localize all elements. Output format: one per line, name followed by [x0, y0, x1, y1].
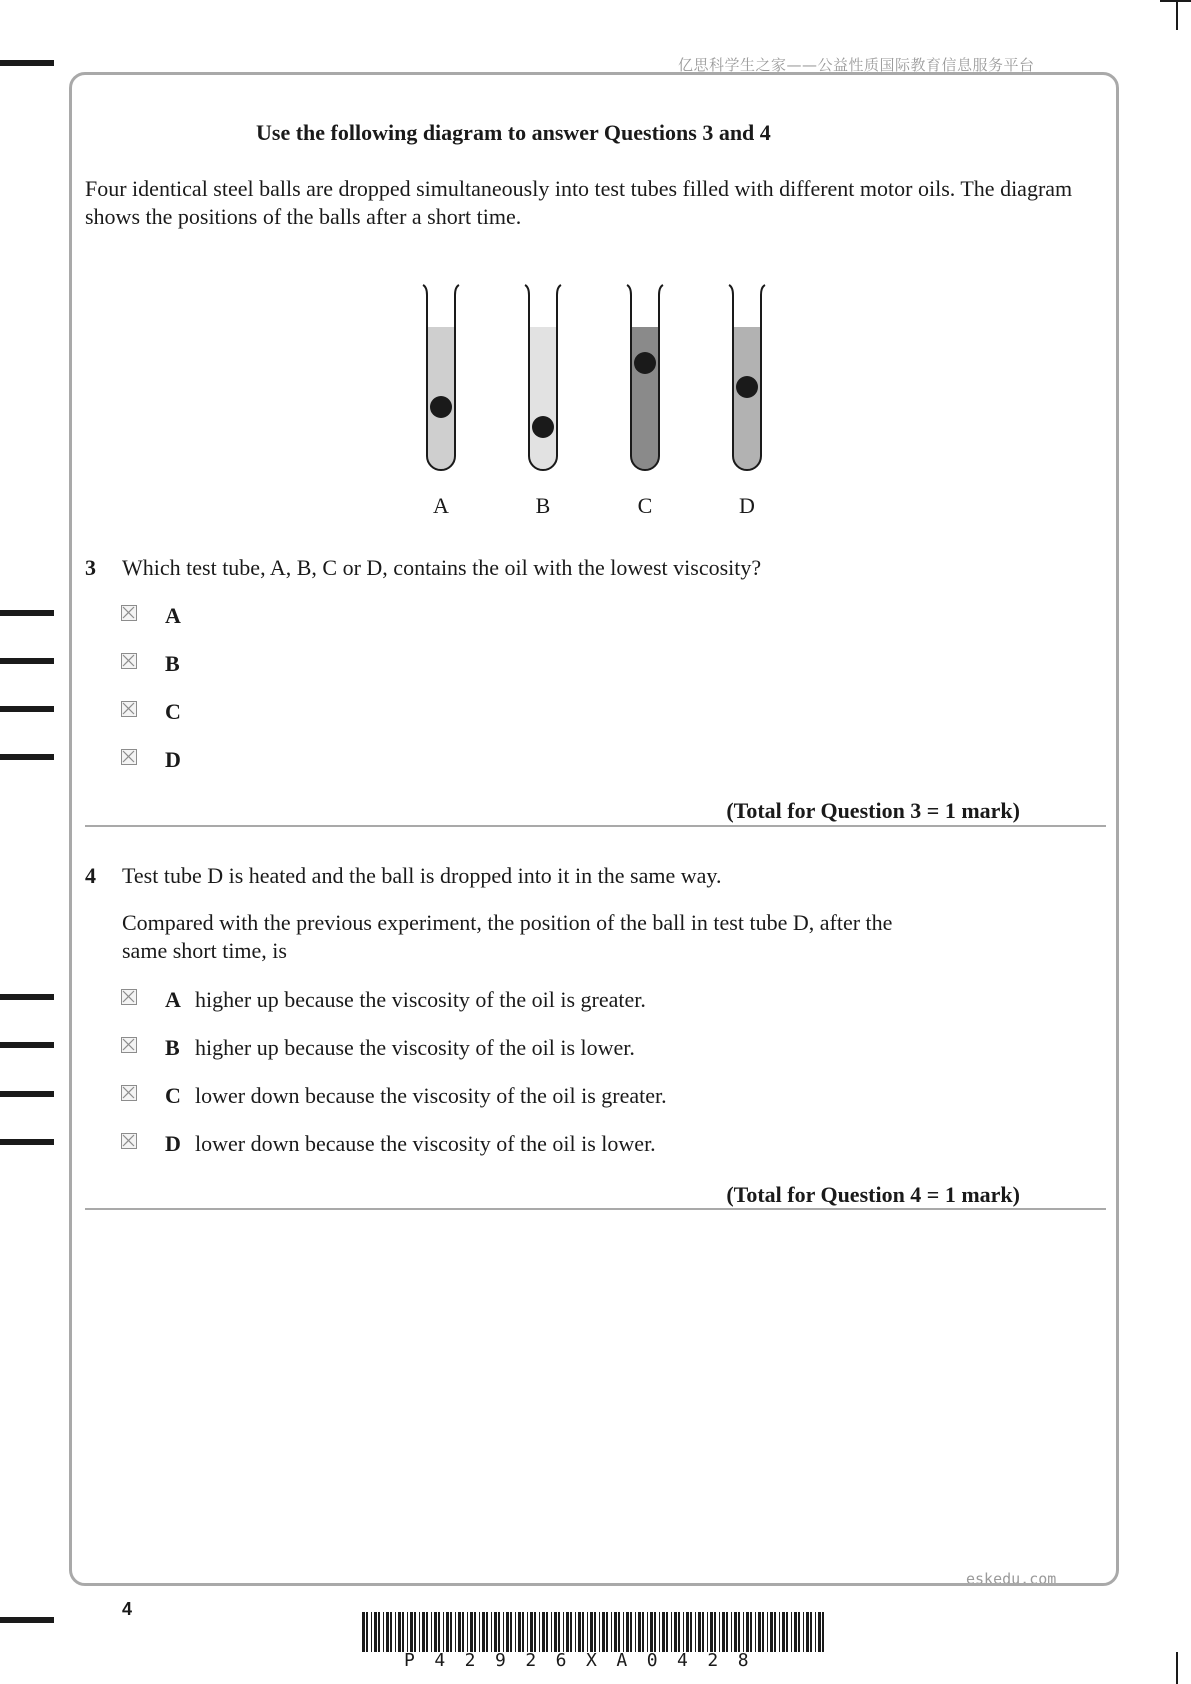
watermark-top: 亿思科学生之家——公益性质国际教育信息服务平台 — [678, 56, 1035, 74]
option-letter: D — [165, 1131, 181, 1156]
option-letter: C — [165, 699, 181, 724]
question-4-stem-line-1: Compared with the previous experiment, the position of the ball in test tube D, after the — [122, 910, 893, 935]
steel-ball — [634, 352, 656, 374]
margin-mark — [0, 706, 54, 712]
section-heading: Use the following diagram to answer Questions 3 and 4 — [256, 120, 771, 145]
intro-paragraph: Four identical steel balls are dropped simultaneously into test tubes filled with different motor oils. The diagram shows the positions of the balls after a short time. — [85, 176, 1073, 229]
barcode — [362, 1612, 828, 1652]
answer-checkbox[interactable] — [121, 605, 137, 621]
question-3-total: (Total for Question 3 = 1 mark) — [726, 798, 1020, 823]
steel-ball — [736, 376, 758, 398]
margin-mark — [0, 994, 54, 1000]
question-3-rule — [85, 825, 1106, 827]
answer-checkbox[interactable] — [121, 1037, 137, 1053]
margin-mark — [0, 658, 54, 664]
margin-mark — [0, 754, 54, 760]
test-tube-b — [525, 285, 561, 518]
question-4-number: 4 — [85, 863, 96, 888]
tube-label: C — [637, 493, 653, 518]
oil-fill — [529, 327, 557, 470]
test-tube-d — [729, 285, 765, 518]
option-letter: B — [165, 1035, 180, 1060]
oil-fill — [631, 327, 659, 470]
margin-mark — [0, 1617, 54, 1623]
margin-mark — [0, 60, 54, 66]
option-text: higher up because the viscosity of the oil is lower. — [195, 1035, 635, 1060]
option-letter: B — [165, 651, 180, 676]
margin-mark — [0, 1091, 54, 1097]
option-text: lower down because the viscosity of the oil is lower. — [195, 1131, 656, 1156]
answer-checkbox[interactable] — [121, 653, 137, 669]
watermark-bottom: eskedu.com — [966, 1570, 1057, 1588]
margin-mark — [0, 1139, 54, 1145]
answer-checkbox[interactable] — [121, 1133, 137, 1149]
steel-ball — [532, 416, 554, 438]
answer-checkbox[interactable] — [121, 1085, 137, 1101]
test-tube-diagram — [400, 275, 800, 525]
oil-fill — [733, 327, 761, 470]
question-4-stem-line-2: same short time, is — [122, 938, 287, 963]
option-text: lower down because the viscosity of the oil is greater. — [195, 1083, 667, 1108]
question-4-rule — [85, 1208, 1106, 1210]
question-4-total: (Total for Question 4 = 1 mark) — [726, 1182, 1020, 1207]
margin-mark — [0, 610, 54, 616]
option-letter: D — [165, 747, 181, 772]
option-text: higher up because the viscosity of the oil is greater. — [195, 987, 646, 1012]
test-tube-a — [423, 285, 459, 518]
question-3-text: Which test tube, A, B, C or D, contains the oil with the lowest viscosity? — [122, 555, 762, 580]
crop-mark-bottom-right-v — [1176, 1652, 1178, 1684]
test-tube-c — [627, 285, 663, 518]
tube-label: A — [433, 493, 449, 518]
option-letter: C — [165, 1083, 181, 1108]
margin-mark — [0, 1042, 54, 1048]
tube-label: B — [535, 493, 551, 518]
page-number: 4 — [122, 1599, 133, 1619]
steel-ball — [430, 396, 452, 418]
question-3-number: 3 — [85, 555, 96, 580]
tube-label: D — [739, 493, 755, 518]
question-4-text: Test tube D is heated and the ball is dropped into it in the same way. — [122, 863, 722, 888]
option-letter: A — [165, 987, 181, 1012]
answer-checkbox[interactable] — [121, 701, 137, 717]
crop-mark-top-right-v — [1176, 0, 1178, 30]
barcode-text: P42926XA0428 — [404, 1650, 769, 1671]
option-letter: A — [165, 603, 181, 628]
answer-checkbox[interactable] — [121, 989, 137, 1005]
answer-checkbox[interactable] — [121, 749, 137, 765]
